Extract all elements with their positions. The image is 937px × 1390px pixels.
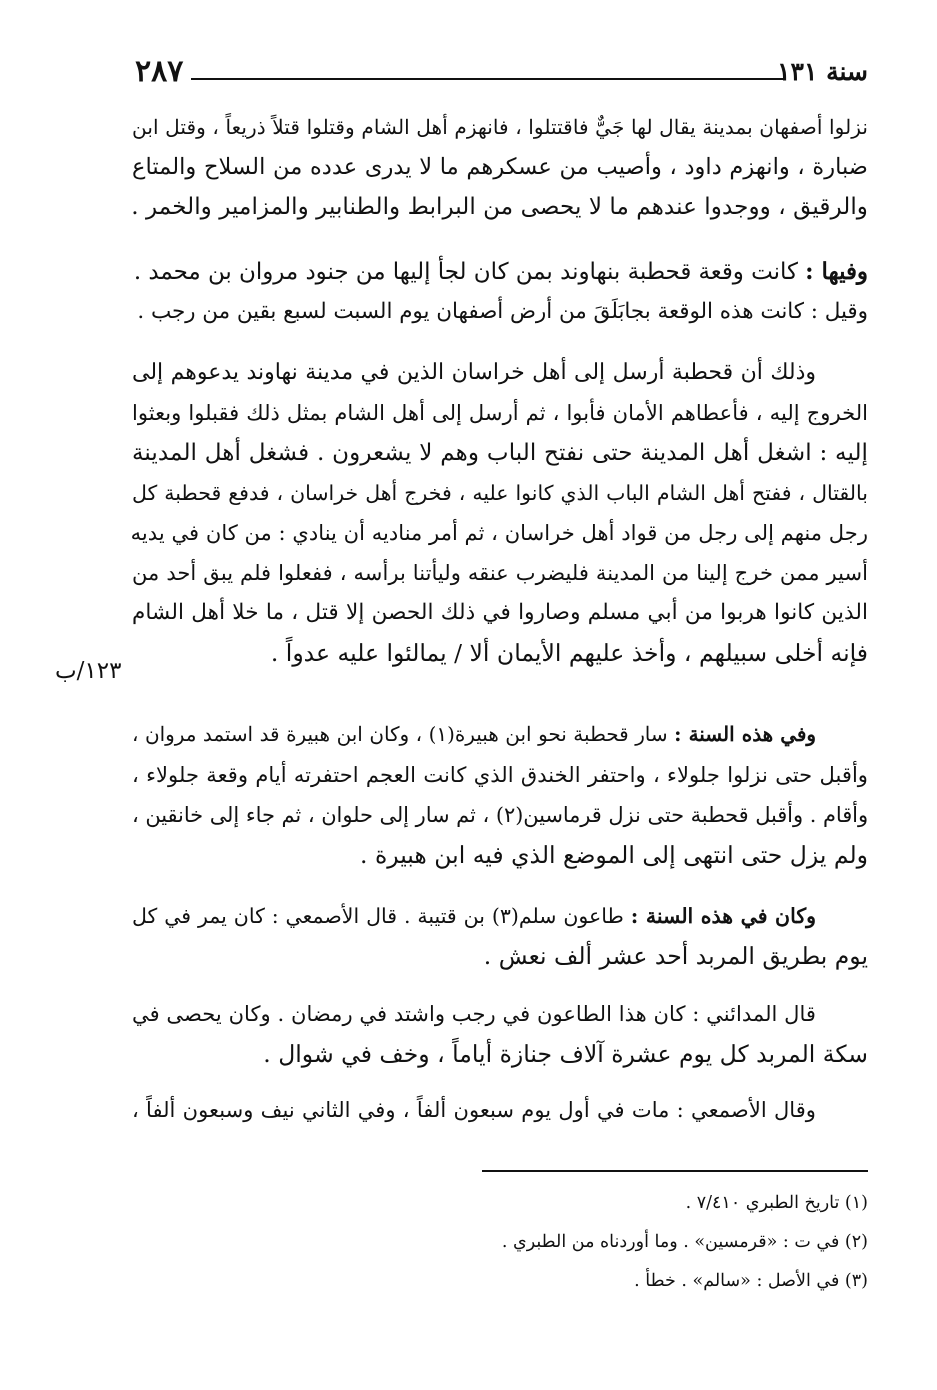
text-line: وأقام . وأقبل قحطبة حتى نزل قرماسين(٢) ، ثم سار إلى حلوان ، ثم جاء إلى خانقين ، [132,803,868,827]
text-line: يوم بطريق المربد أحد عشر ألف نعش . [483,942,868,970]
text-line: أسير ممن خرج إلينا من المدينة فليضرب عنقه وليأتنا برأسه ، ففعلوا فلم يبق أحد من [132,560,868,585]
lead-phrase: وفيها : [805,258,868,285]
text-line: الذين كانوا هربوا من أبي مسلم وصاروا في ذلك الحصن إلا قتل ، ما خلا أهل الشام [132,600,868,625]
paragraph-6 [132,994,868,1074]
text-line: إليه : اشغل أهل المدينة حتى نفتح الباب وهم لا يشعرون . فشغل أهل المدينة [132,439,868,466]
text-span: سار قحطبة نحو ابن هبيرة(١) ، وكان ابن هبيرة قد استمد مروان ، [132,723,668,746]
margin-folio-note: ١٢٣/ب [55,658,122,684]
text-line: وقيل : كانت هذه الوقعة بجابَلَقَ من أرض أصفهان يوم السبت لسبع بقين من رجب . [137,299,868,324]
footnote-3: (٣) في الأصل : «سالم» . خطأ . [634,1271,868,1291]
year-label: سنة ١٣١ [777,57,868,86]
footnote-1: (١) تاريخ الطبري ٧/٤١٠ . [685,1193,868,1213]
footnote-rule [482,1170,868,1172]
text-line: قال المدائني : كان هذا الطاعون في رجب واشتد في رمضان . وكان يحصى في [132,1001,816,1026]
lead-phrase: وكان في هذه السنة : [630,904,817,928]
page-number: ٢٨٧ [135,54,184,89]
text-line: وذلك أن قحطبة أرسل إلى أهل خراسان الذين في مدينة نهاوند يدعوهم إلى [132,360,816,385]
lead-phrase: وفي هذه السنة : [674,722,816,746]
text-line: رجل منهم إلى رجل من قواد أهل خراسان ، ثم أمر مناديه أن ينادي : من كان في يديه [130,520,868,545]
text-span: كانت وقعة قحطبة بنهاوند بمن كان لجأ إليها من جنود مروان بن محمد . [133,259,798,285]
text-line: ضبارة ، وانهزم داود ، وأصيب من عسكرهم ما لا يدرى عدده من السلاح والمتاع [132,154,868,180]
text-line: الخروج إليه ، فأعطاهم الأمان فأبوا ، ثم أرسل إلى أهل الشام بمثل ذلك فقبلوا وبعثوا [132,400,868,425]
paragraph-3 [132,353,868,673]
text-line: ولم يزل حتى انتهى إلى الموضع الذي فيه ابن هبيرة . [360,841,868,869]
text-span: طاعون سلم(٣) بن قتيبة . قال الأصمعي : كان يمر في كل [132,904,624,928]
text-line [132,252,868,292]
footnotes [502,1184,868,1301]
text-line: نزلوا أصفهان بمدينة يقال لها جَيٌّ فاقتتلوا ، فانهزم أهل الشام وقتلوا قتلاً ذريعاً ، وقتل ابن [132,115,868,139]
text-line [132,896,868,936]
text-line: وأقبل حتى نزلوا جلولاء ، واحتفر الخندق الذي كانت العجم احتفرته أيام وقعة جلولاء ، [132,762,868,787]
text-line: فإنه أخلى سبيلهم ، وأخذ عليهم الأيمان ألا / يمالئوا عليه عدواً . [270,639,868,667]
paragraph-5 [132,896,868,976]
footnote-2: (٢) في ت : «قرمسين» . وما أوردناه من الطبري . [501,1232,868,1252]
text-line: والرقيق ، ووجدوا عندهم ما لا يحصى من البرابط والطنابير والمزامير والخمر . [131,193,868,220]
text-line [132,714,868,755]
paragraph-2 [132,252,868,332]
paragraph-7 [132,1090,868,1130]
text-line: وقال الأصمعي : مات في أول يوم سبعون ألفاً ، وفي الثاني نيف وسبعون ألفاً ، [132,1097,816,1122]
running-header [135,52,868,92]
text-line: سكة المربد كل يوم عشرة آلاف جنازة أياماً ، وخف في شوال . [263,1040,868,1068]
paragraph-1 [132,107,868,227]
paragraph-4 [132,714,868,875]
header-rule [191,78,784,80]
text-line: بالقتال ، ففتح أهل الشام الباب الذي كانوا عليه ، فخرج أهل خراسان ، فدفع قحطبة كل [132,481,868,505]
